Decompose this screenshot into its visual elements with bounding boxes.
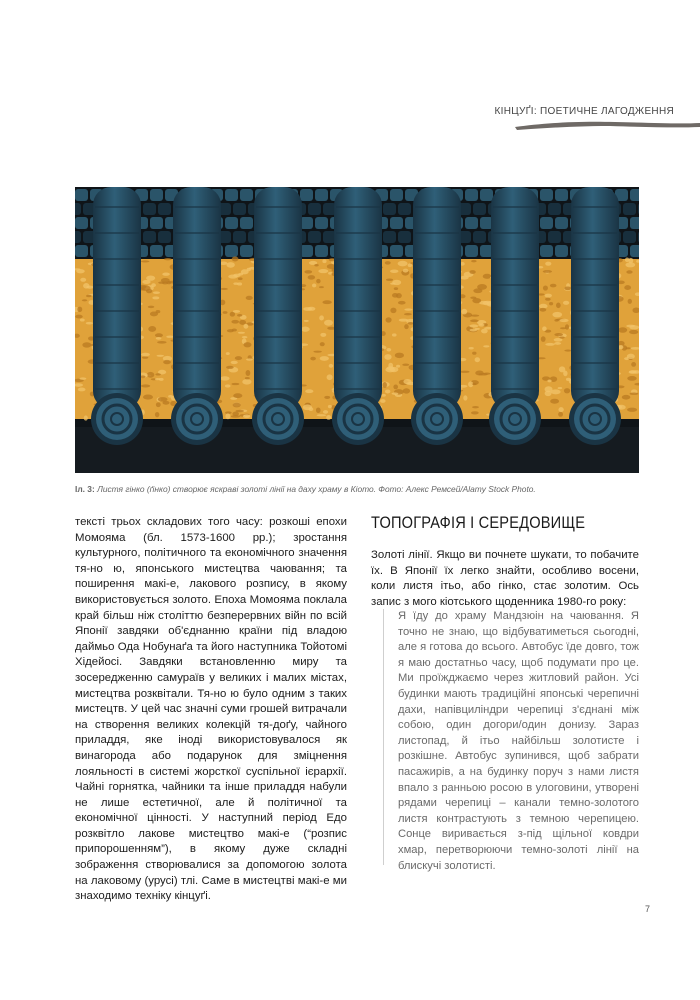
right-column-intro: Золоті лінії. Якщо ви почнете шукати, то побачите їх. В Японії їх легко знайти, особливо восени, коли листя ітьо, або гінко, стає золотим. Ось запис з мого кіотського щоденника 1980-го року: (371, 549, 639, 608)
figure-caption-text: Листя гінко (ґінко) створює яскраві золоті лінії на даху храму в Кіото. Фото: Алекс Ремсей/Alamy Stock Photo. (97, 484, 536, 494)
figure-label: Іл. 3: (75, 484, 95, 494)
figure-caption (75, 484, 645, 494)
brush-stroke-decoration (515, 118, 700, 132)
diary-quote: Я їду до храму Мандзюін на чаювання. Я точно не знаю, що відбуватиметься сьогодні, але я готова до всього. Автобус їде довго, тож я маю достатньо часу, щоб подумати про це. Ми проїжджаємо через житловий район. Усі будинки мають традиційні японські черепичні дахи, напівциліндри черепиці з'єднані між собою, один догори/один донизу. Зараз листопад, й ітьо найбільш золотисте і розкішне. Автобус зупинився, щоб забрати пасажирів, а на будинку поруч з нами листя впало з ранньою росою в улоговини, утворені рядами черепиці – канали темно-золотого листя контрастують з темною черепицею. Сонце виривається з-під щільної ковдри хмар, перетворюючи темно-золоті лінії на блискучі золотисті. (398, 610, 639, 872)
running-head: КІНЦУҐІ: ПОЕТИЧНЕ ЛАГОДЖЕННЯ (494, 106, 674, 117)
section-heading: ТОПОГРАФІЯ І СЕРЕДОВИЩЕ (371, 513, 586, 532)
quote-rule (383, 609, 384, 865)
page-number: 7 (645, 904, 651, 914)
left-column-text: тексті трьох складових того часу: розкоші епохи Момояма (бл. 1573-1600 рр.); зростання культурного, політичного та економічного значення тя-но ю, японського мистецтва чаювання; та поширення макі-е, лакового розпису, в якому використовується золото. Епоха Момояма поклала край більш ніж століттю безперервних війн по всій Японії завдяки об'єднанню країни під владою даймьо Ода Нобунаґа та його наступника Тойотомі Хідейосі. Завдяки встановленню миру та зосередженню самураїв у великих і малих містах, мистецтва розквітали. Тя-но ю було одним з таких мистецтв. У цей час значні суми грошей витрачали на створення великих колекцій тя-доґу, чайного приладдя, яке іноді використовувалося як винагорода або подарунок для зміцнення лояльності в системі жорсткої суспільної ієрархії. Чайні горнятка, чайники та інше приладдя набули не лише естетичної, але й політичної та економічної цінності. У наступний період Едо розквітло лакове мистецтво макі-е (“розпис припорошенням”), в якому дуже складні зображення створювалися за допомогою золота на лаковому (урусі) тлі. Саме в мистецтві макі-е ми знаходимо техніку кінцуґі. (75, 516, 347, 903)
roof-tiles-photo (75, 187, 639, 473)
